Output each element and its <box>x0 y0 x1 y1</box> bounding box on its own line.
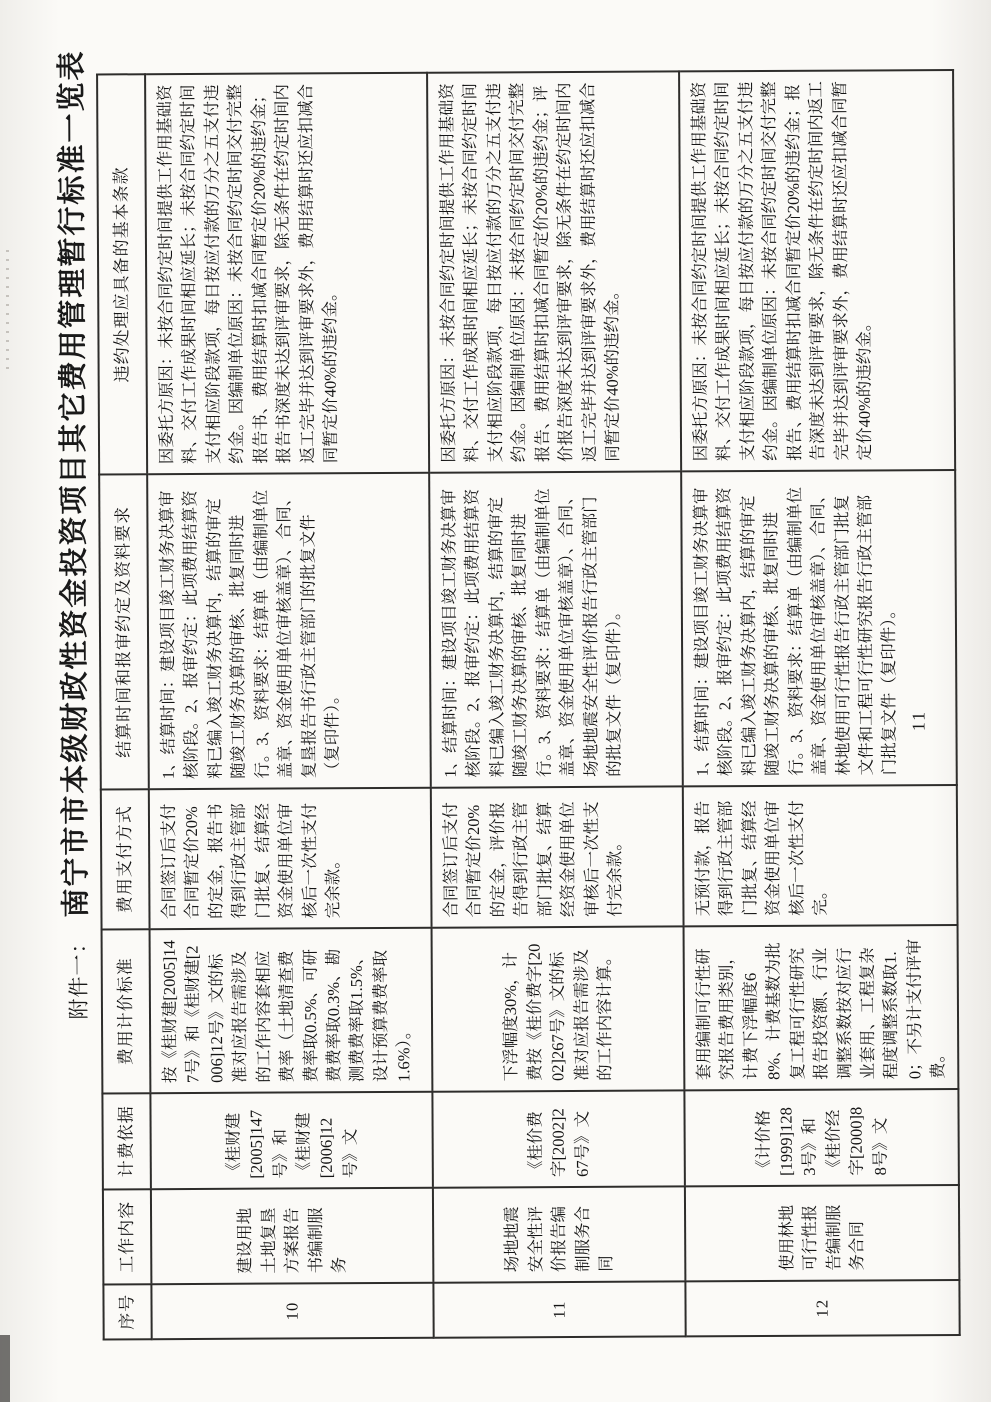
seq-cell: 11 <box>433 1281 685 1337</box>
column-header-breach: 违约处理应具备的基本条款 <box>97 74 147 474</box>
billing-basis-cell: 《桂价费字[2002]267号》文 <box>432 1090 684 1187</box>
column-header-seq: 序号 <box>103 1284 151 1339</box>
pricing-standard-cell: 按《桂财建[2005]147号》和《桂财建[2006]12号》文的标准对应报告需涉及的工作内容套相应费率（土地清查费费率取0.5%、可研费费率取0.3%、勘测费费率取1.5%、设计预算费费率取1.6%）。 <box>150 928 433 1093</box>
payment-method-cell: 无预付款，报告得到行政主管部门批复、结算经资金使用单位审核后一次性支付完。 <box>683 785 957 926</box>
pricing-standard-cell: 下浮幅度30%，计费按《桂价费字[2002]267号》文的标准对应报告需涉及的工作内容计算。 <box>432 926 685 1091</box>
column-header-settlement: 结算时间和报审约定及资料要求 <box>99 474 149 789</box>
attachment-label: 附件一： <box>66 931 92 1020</box>
settlement-cell: 1、结算时间：建设项目竣工财务决算审核阶段。2、报审约定：此项费用结算资料已编入竣工财务决算内，结算的审定随竣工财务决算的审核、批复同时进行。3、资料要求：结算单（由编制单位盖章、资金使用单位审核盖章）、合同、复垦报告书行政主管部门的批复文件（复印件）。 <box>147 473 431 789</box>
breach-terms-cell: 因委托方原因：未按合同约定时间提供工作用基础资料、交付工作成果时间相应延长；未按合同约定时间支付相应阶段款项，每日按应付款的万分之五支付违约金。因编制单位原因：未按合同约定时间交付完整报告、费用结算时扣减合同暂定价20%的违约金；评价报告深度未达到评审要求，除无条件在约定时间内返工完毕并达到评审要求外，费用结算时还应扣减合同暂定价40%的违约金。 <box>427 71 681 472</box>
work-content-cell: 场地地震安全性评价报告编制服务合同 <box>433 1186 685 1282</box>
seq-cell: 12 <box>685 1280 959 1336</box>
breach-terms-cell: 因委托方原因：未按合同约定时间提供工作用基础资料、交付工作成果时间相应延长；未按合同约定时间支付相应阶段款项，每日按应付款的万分之五支付违约金。因编制单位原因：未按合同约定时间交付完整报告、费用结算时扣减合同暂定价20%的违约金；报告深度未达到评审要求，除无条件在约定时间内返工完毕并达到评审要求外，费用结算时还应扣减合同暂定价40%的违约金。 <box>679 70 955 471</box>
column-header-standard: 费用计价标准 <box>102 929 151 1093</box>
column-header-work: 工作内容 <box>103 1189 151 1284</box>
work-content-cell: 使用林地可行性报告编制服务合同 <box>685 1185 959 1281</box>
table-header-row <box>97 74 152 1339</box>
table-row <box>679 70 959 1336</box>
billing-basis-cell: 《桂财建[2005]147号》和《桂财建[2006]12号》文 <box>150 1092 432 1189</box>
column-header-basis: 计费依据 <box>102 1093 151 1189</box>
fee-standards-table <box>96 69 960 1340</box>
table-row <box>145 73 434 1339</box>
page-number: 11 <box>908 709 929 732</box>
document-header <box>49 49 95 1019</box>
payment-method-cell: 合同签订后支付合同暂定价20%的定金，报告书得到行政主管部门批复、结算经资金使用单位审核后一次性支付完余款。 <box>149 788 432 929</box>
work-content-cell: 建设用地土地复垦方案报告书编制服务 <box>151 1188 433 1284</box>
pricing-standard-cell: 套用编制可行性研究报告费用类别，计费下浮幅度68%、计费基数为批复工程可行性研究报告投资额、行业调整系数按对应行业套用、工程复杂程度调整系数取1.0；不另计支付评审费。 <box>684 925 958 1090</box>
billing-basis-cell: 《计价格[1999]1283号》和《桂价经字[2000]88号》文 <box>684 1089 958 1186</box>
table-row <box>427 71 686 1337</box>
column-header-payment: 费用支付方式 <box>101 789 150 929</box>
settlement-cell: 1、结算时间：建设项目竣工财务决算审核阶段。2、报审约定：此项费用结算资料已编入竣工财务决算内，结算的审定随竣工财务决算的审核、批复同时进行。3、资料要求：结算单（由编制单位盖章、资金使用单位审核盖章）、合同、林地使用可行性报告行政主管部门批复文件和工程可行性研究报告行政主管部门批复文件（复印件）。 <box>681 470 956 786</box>
breach-terms-cell: 因委托方原因：未按合同约定时间提供工作用基础资料、交付工作成果时间相应延长；未按合同约定时间支付相应阶段款项，每日按应付款的万分之五支付违约金。因编制单位原因：未按合同约定时间交付完整报告书、费用结算时扣减合同暂定价20%的违约金；报告书深度未达到评审要求，除无条件在约定时间内返工完毕并达到评审要求外，费用结算时还应扣减合同暂定价40%的违约金。 <box>145 73 429 474</box>
settlement-cell: 1、结算时间：建设项目竣工财务决算审核阶段。2、报审约定：此项费用结算资料已编入竣工财务决算内，结算的审定随竣工财务决算的审核、批复同时进行。3、资料要求：结算单（由编制单位盖章、资金使用单位审核盖章）、合同、场地地震安全性评价报告行政主管部门的批复文件（复印件）。 <box>429 471 683 787</box>
payment-method-cell: 合同签订后支付合同暂定价20%的定金，评价报告得到行政主管部门批复、结算经资金使用单位审核后一次性支付完余款。 <box>431 786 684 927</box>
seq-cell: 10 <box>151 1283 433 1339</box>
page-title: 南宁市市本级财政性资金投资项目其它费用管理暂行标准一览表 <box>55 49 93 918</box>
